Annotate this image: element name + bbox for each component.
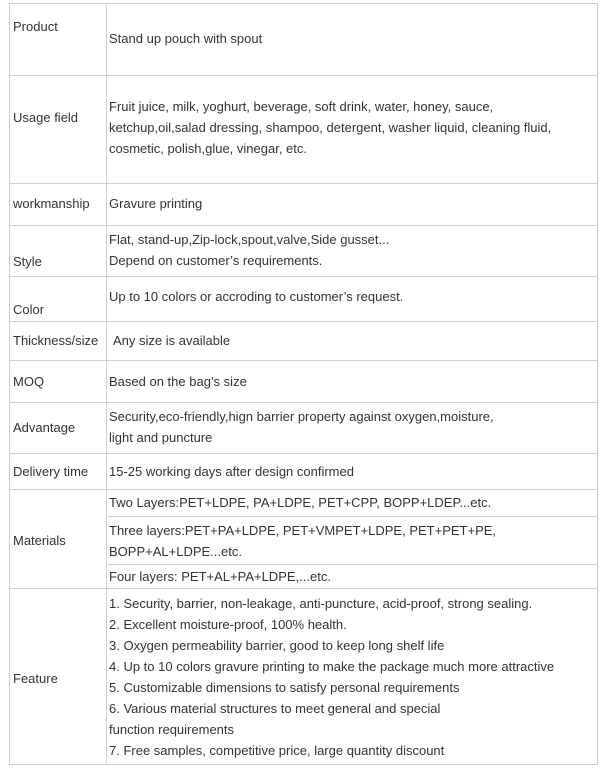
- row-label: Style: [10, 226, 107, 276]
- row-label: Advantage: [10, 403, 107, 453]
- row-label: Materials: [10, 490, 107, 588]
- table-row-workmanship: [10, 184, 597, 226]
- table-row-moq: [10, 361, 597, 403]
- row-value: Any size is available: [113, 333, 231, 348]
- row-value: Four layers: PET+AL+PA+LDPE,...etc.: [109, 569, 331, 584]
- row-label: Thickness/size: [10, 322, 107, 360]
- table-row-color: [10, 277, 597, 322]
- materials-subrow: [108, 490, 597, 517]
- materials-subrow: [108, 565, 597, 589]
- row-value: Three layers:PET+PA+LDPE, PET+VMPET+LDPE, PET+PET+PE, BOPP+AL+LDPE...etc.: [109, 523, 497, 559]
- row-label: Feature: [10, 589, 107, 764]
- row-value: Stand up pouch with spout: [109, 31, 263, 46]
- row-label: MOQ: [10, 361, 107, 402]
- table-row-usage-field: [10, 76, 597, 184]
- row-value: 1. Security, barrier, non-leakage, anti-puncture, acid-proof, strong sealing. 2. Excellent moisture-proof, 100% health. 3. Oxygen permeability barrier, good to keep long shelf life 4. Up to 10 colors gravure printing to make the package much more attractive 5. Customizable dimensions to satisfy personal requirements 6. Various material structures to meet general and special function requirements 7. Free samples, competitive price, large quantity discount: [109, 596, 555, 758]
- table-row-thickness-size: [10, 322, 597, 361]
- row-value: Fruit juice, milk, yoghurt, beverage, soft drink, water, honey, sauce, ketchup,oil,salad dressing, shampoo, detergent, washer liquid, cleaning fluid, cosmetic, polish,glue, vinegar, etc.: [109, 99, 552, 156]
- materials-subrow: [108, 517, 597, 565]
- table-row-feature: [10, 589, 597, 764]
- table-row-materials: [10, 490, 597, 589]
- row-value: Gravure printing: [109, 196, 203, 211]
- row-value: Flat, stand-up,Zip-lock,spout,valve,Side gusset... Depend on customer’s requirements.: [109, 232, 390, 268]
- row-value: 15-25 working days after design confirmed: [109, 464, 354, 479]
- table-row-delivery-time: [10, 454, 597, 490]
- row-label: Usage field: [10, 76, 107, 183]
- row-label: Product: [10, 4, 107, 75]
- table-row-style: [10, 226, 597, 277]
- row-value: Security,eco-friendly,hign barrier property against oxygen,moisture, light and puncture: [109, 409, 494, 445]
- row-label: workmanship: [10, 184, 107, 225]
- row-value: Two Layers:PET+LDPE, PA+LDPE, PET+CPP, BOPP+LDEP...etc.: [109, 495, 492, 510]
- product-spec-table: [9, 3, 598, 765]
- table-row-product: [10, 4, 597, 76]
- table-row-advantage: [10, 403, 597, 454]
- row-value: Up to 10 colors or accroding to customer’s request.: [109, 289, 404, 304]
- row-label: Color: [10, 277, 107, 321]
- row-value: Based on the bag’s size: [109, 374, 247, 389]
- row-label: Delivery time: [10, 454, 107, 489]
